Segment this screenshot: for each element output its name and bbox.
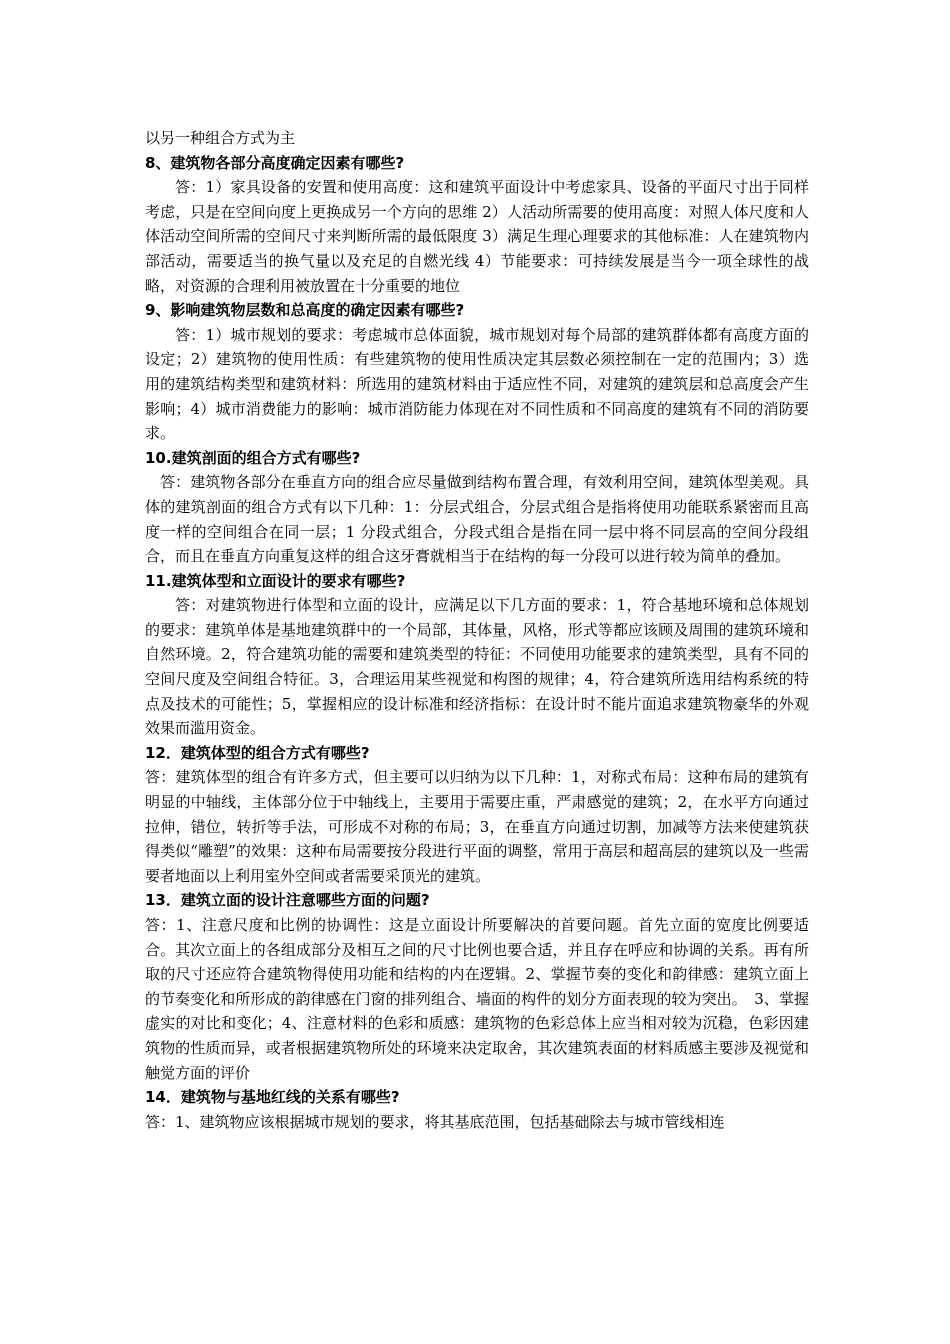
question-heading-14: 14．建筑物与基地红线的关系有哪些? bbox=[145, 1088, 400, 1107]
question-heading-11: 11.建筑体型和立面设计的要求有哪些? bbox=[145, 571, 406, 590]
answer-8: 答：1）家具设备的安置和使用高度：这和建筑平面设计中考虑家具、设备的平面尺寸出于同样考虑，只是在空间向度上更换成另一个方向的思维 2）人活动所需要的使用高度：对照人体尺度和人体活动空间所需的空间尺寸来判断所需的最低限度 3）满足生理心理要求的其他标准：人在建筑物内部活动，需要适当的换气量以及充足的自燃光线 4）节能要求：可持续发展是当今一项全球性的战略，对资源的合理利用被放置在十分重要的地位 bbox=[145, 178, 809, 295]
question-heading-12: 12．建筑体型的组合方式有哪些? bbox=[145, 743, 370, 762]
question-heading-8: 8、建筑物各部分高度确定因素有哪些? bbox=[145, 153, 405, 172]
answer-10: 答：建筑物各部分在垂直方向的组合应尽量做到结构布置合理，有效利用空间，建筑体型美观。具体的建筑剖面的组合方式有以下几种：1：分层式组合，分层式组合是指将使用功能联系紧密而且高度一样的空间组合在同一层；1 分段式组合，分段式组合是指在同一层中将不同层高的空间分段组合，而且在垂直方向重复这样的组合这牙膏就相当于在结构的每一分段可以进行较为简单的叠加。 bbox=[145, 473, 809, 566]
answer-12: 答：建筑体型的组合有许多方式，但主要可以归纳为以下几种：1，对称式布局：这种布局的建筑有明显的中轴线，主体部分位于中轴线上，主要用于需要庄重，严肃感觉的建筑；2，在水平方向通过拉伸，错位，转折等手法，可形成不对称的布局；3，在垂直方向通过切割，加减等方法来使建筑获得类似“雕塑”的效果：这种布局需要按分段进行平面的调整，常用于高层和超高层的建筑以及一些需要者地面以上利用室外空间或者需要采顶光的建筑。 bbox=[145, 768, 809, 885]
answer-14: 答：1、建筑物应该根据城市规划的要求，将其基底范围，包括基础除去与城市管线相连 bbox=[145, 1112, 725, 1131]
question-heading-10: 10.建筑剖面的组合方式有哪些? bbox=[145, 448, 361, 467]
answer-13: 答：1、注意尺度和比例的协调性：这是立面设计所要解决的首要问题。首先立面的宽度比例要适合。其次立面上的各组成部分及相互之间的尺寸比例也要合适，并且存在呼应和协调的关系。再有所取的尺寸还应符合建筑物得使用功能和结构的内在逻辑。2、掌握节奏的变化和韵律感：建筑立面上的节奏变化和所形成的韵律感在门窗的排列组合、墙面的构件的划分方面表现的较为突出。 3、掌握虚实的对比和变化；4、注意材料的色彩和质感：建筑物的色彩总体上应当相对较为沉稳，色彩因建筑物的性质而异，或者根据建筑物所处的环境来决定取舍，其次建筑表面的材料质感主要涉及视觉和触觉方面的评价 bbox=[145, 916, 809, 1082]
question-heading-13: 13．建筑立面的设计注意哪些方面的问题? bbox=[145, 891, 430, 910]
document-page bbox=[145, 126, 809, 1134]
answer-11: 答：对建筑物进行体型和立面的设计，应满足以下几方面的要求：1，符合基地环境和总体规划的要求：建筑单体是基地建筑群中的一个局部，其体量，风格，形式等都应该顾及周围的建筑环境和自然环境。2，符合建筑功能的需要和建筑类型的特征：不同使用功能要求的建筑类型，具有不同的空间尺度及空间组合特征。3，合理运用某些视觉和构图的规律；4，符合建筑所选用结构系统的特点及技术的可能性；5，掌握相应的设计标准和经济指标：在设计时不能片面追求建筑物豪华的外观效果而滥用资金。 bbox=[145, 596, 809, 738]
answer-9: 答：1）城市规划的要求：考虑城市总体面貌，城市规划对每个局部的建筑群体都有高度方面的设定；2）建筑物的使用性质：有些建筑物的使用性质决定其层数必须控制在一定的范围内；3）选用的建筑结构类型和建筑材料：所选用的建筑材料由于适应性不同，对建筑的建筑层和总高度会产生影响；4）城市消费能力的影响：城市消防能力体现在对不同性质和不同高度的建筑有不同的消防要求。 bbox=[145, 325, 809, 443]
question-heading-9: 9、影响建筑物层数和总高度的确定因素有哪些? bbox=[145, 301, 465, 320]
lead-line: 以另一种组合方式为主 bbox=[145, 129, 296, 147]
